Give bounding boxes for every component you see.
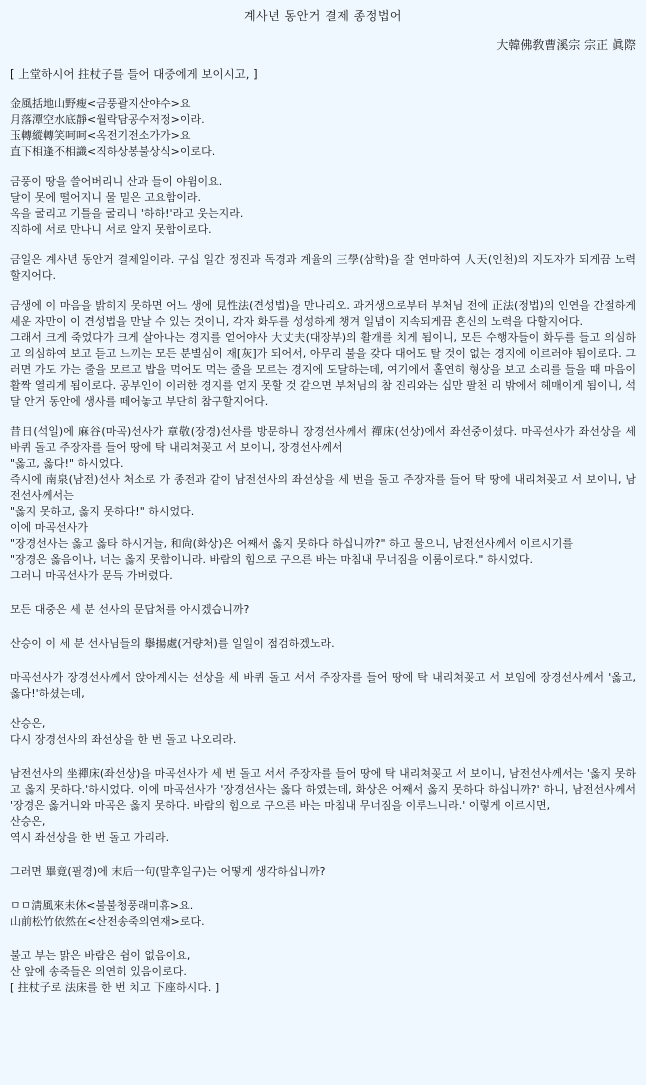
story-line: 昔日(석일)에 麻谷(마곡)선사가 章敬(장경)선사를 방문하니 장경선사께서 禪床(선상)에서 좌선중이셨다. 마곡선사가 좌선상을 세 바퀴 돌고 주장자를 들어 땅에 탁 내리쳐꽂고 서 보이니, 장경선사께서 bbox=[10, 425, 636, 454]
closing-hanja bbox=[10, 898, 636, 930]
verse-korean-line: 금풍이 땅을 쓸어버리니 산과 들이 야윔이요. bbox=[10, 175, 223, 188]
verse-korean-line: 달이 못에 떨어지니 물 밑은 고요함이라. bbox=[10, 191, 201, 204]
question-inspect: 산승이 이 세 분 선사님들의 擧揚處(거량처)를 일일이 점검하겠노라. bbox=[10, 637, 335, 650]
story-line: "옳지 못하고, 옳지 못하다!" 하시었다. bbox=[10, 505, 195, 518]
verse-hanja-line: 玉轉縱轉笑呵呵<옥전기전소가가>요 bbox=[10, 129, 191, 142]
story-line: 즉시에 南泉(남전)선사 처소로 가 종전과 같이 남전선사의 좌선상을 세 번을 돌고 주장자를 들어 탁 땅에 내리쳐꽂고 서 보이니, 남전선사께서는 bbox=[10, 473, 636, 502]
mago-paragraph: 마곡선사가 장경선사께서 앉아계시는 선상을 세 바퀴 돌고 서서 주장자를 들어 땅에 탁 내리쳐꽂고 서 보임에 장경선사께서 '옳고, 옳다!'하셨는데, bbox=[10, 671, 636, 700]
namjeon-paragraph bbox=[10, 766, 636, 846]
effort-line: 그래서 크게 죽었다가 크게 살아나는 경지를 얻어야사 大丈夫(대장부)의 활개를 치게 됨이니, 모든 수행자들이 화두를 들고 의심하고 의심하여 보고 듣고 느끼는 모든 분별심이 재[灰]가 되어서, 아무리 불을 갖다 대어도 탈 것이 없는 경지에 이르러야 됨이로다. 그러면 가도 가는 줄을 모르고 밥을 먹어도 먹는 줄을 모르는 경지에 도달하는데, 여기에서 홀연히 형상을 보고 소리를 들을 때 마음이 활짝 열리게 됨이로다. 공부인이 이러한 경지를 얻지 못할 것 같으면 부처님의 참 진리와는 십만 팔천 리 밖에서 헤매이게 됨이니, 석 달 안거 동안에 생사를 떼어놓고 부단히 참구할지어다. bbox=[10, 331, 636, 408]
closing-korean-line: 산 앞에 송죽들은 의연히 있음이로다. bbox=[10, 965, 187, 978]
effort-paragraph bbox=[10, 298, 636, 410]
sanseung-line: 다시 장경선사의 좌선상을 한 번 돌고 나오리라. bbox=[10, 733, 237, 746]
story-line: 이에 마곡선사가 bbox=[10, 521, 88, 534]
story-paragraph bbox=[10, 424, 636, 584]
sanseung-line: 산승은, bbox=[10, 717, 46, 730]
story-line: 그러니 마곡선사가 문득 가버렸다. bbox=[10, 569, 173, 582]
intro-paragraph: 금일은 계사년 동안거 결제일이라. 구십 일간 정진과 독경과 계율의 三學(삼학)을 잘 연마하여 人天(인천)의 지도자가 되게끔 노력할지어다. bbox=[10, 253, 636, 282]
closing-korean-line: 불고 부는 맑은 바람은 쉼이 없음이요, bbox=[10, 949, 191, 962]
sanseung-line: 역시 좌선상을 한 번 돌고 가리라. bbox=[10, 831, 170, 844]
story-line: "옳고, 옳다!" 하시었다. bbox=[10, 457, 124, 470]
effort-line: 금생에 이 마음을 밝히지 못하면 어느 생에 見性法(견성법)을 만나리오. 과거생으로부터 부처님 전에 正法(정법)의 인연을 간절하게 세운 자만이 이 견성법을 만날 수 있는 것이니, 각자 화두를 성성하게 챙겨 일념이 지속되게끔 혼신의 노력을 다할지어다. bbox=[10, 299, 636, 328]
verse-hanja-line: 月落潭空水底靜<월락담공수저정>이라. bbox=[10, 113, 205, 126]
sanseung-reply-1 bbox=[10, 716, 636, 748]
page-title: 계사년 동안거 결제 종정법어 bbox=[243, 9, 403, 23]
verse-hanja-line: 金風括地山野瘦<금풍괄지산야수>요 bbox=[10, 97, 191, 110]
verse-hanja bbox=[10, 96, 636, 160]
closing-korean bbox=[10, 948, 636, 996]
closing-hanja-line: ㅁㅁ淸風來未休<불불청풍래미휴>요. bbox=[10, 899, 194, 912]
story-line: "장경은 옳음이나, 너는 옳지 못함이니라. 바람의 힘으로 구으른 바는 마침내 무너짐을 이룸이로다." 하시었다. bbox=[10, 553, 533, 566]
opening-stage-direction: [ 上堂하시어 拄杖子를 들어 대중에게 보이시고, ] bbox=[10, 67, 258, 81]
story-line: "장경선사는 옳고 옳타 하시거늘, 和尙(화상)은 어째서 옳지 못하다 하십니까?" 하고 물으니, 남전선사께서 이르시기를 bbox=[10, 537, 574, 550]
author-line: 大韓佛敎曹溪宗 宗正 眞際 bbox=[496, 38, 636, 52]
namjeon-line: 남전선사의 坐禪床(좌선상)을 마곡선사가 세 번 돌고 서서 주장자를 들어 땅에 탁 내리쳐꽂고 서 보이니, 남전선사께서는 '옳지 못하고 옳지 못하다.'하시었다. 이에 마곡선사가 '장경선사는 옳다 하였는데, 화상은 어째서 옳지 못하다 하십니까?' 하니, 남전선사께서 '장경은 옳거니와 마곡은 옳지 못하다. 바람의 힘으로 구으른 바는 마침내 무너짐을 이루느니라.' 이렇게 이르시면, bbox=[10, 767, 636, 812]
ending-stage-direction: [ 拄杖子로 法床를 한 번 치고 下座하시다. ] bbox=[10, 981, 220, 994]
verse-korean bbox=[10, 174, 636, 238]
final-question: 그러면 畢竟(필경)에 末后一句(말후일구)는 어떻게 생각하십니까? bbox=[10, 865, 326, 878]
verse-korean-line: 직하에 서로 만나니 서로 알지 못함이로다. bbox=[10, 223, 212, 236]
verse-korean-line: 옥을 굴리고 기틀을 굴리니 '하하!'라고 웃는지라. bbox=[10, 207, 244, 220]
sanseung-line: 산승은, bbox=[10, 815, 46, 828]
verse-hanja-line: 直下相逢不相識<직하상봉불상식>이로다. bbox=[10, 145, 216, 158]
closing-hanja-line: 山前松竹依然在<산전송죽의연재>로다. bbox=[10, 915, 205, 928]
question-assembly: 모든 대중은 세 분 선사의 문답처를 아시겠습니까? bbox=[10, 603, 250, 616]
